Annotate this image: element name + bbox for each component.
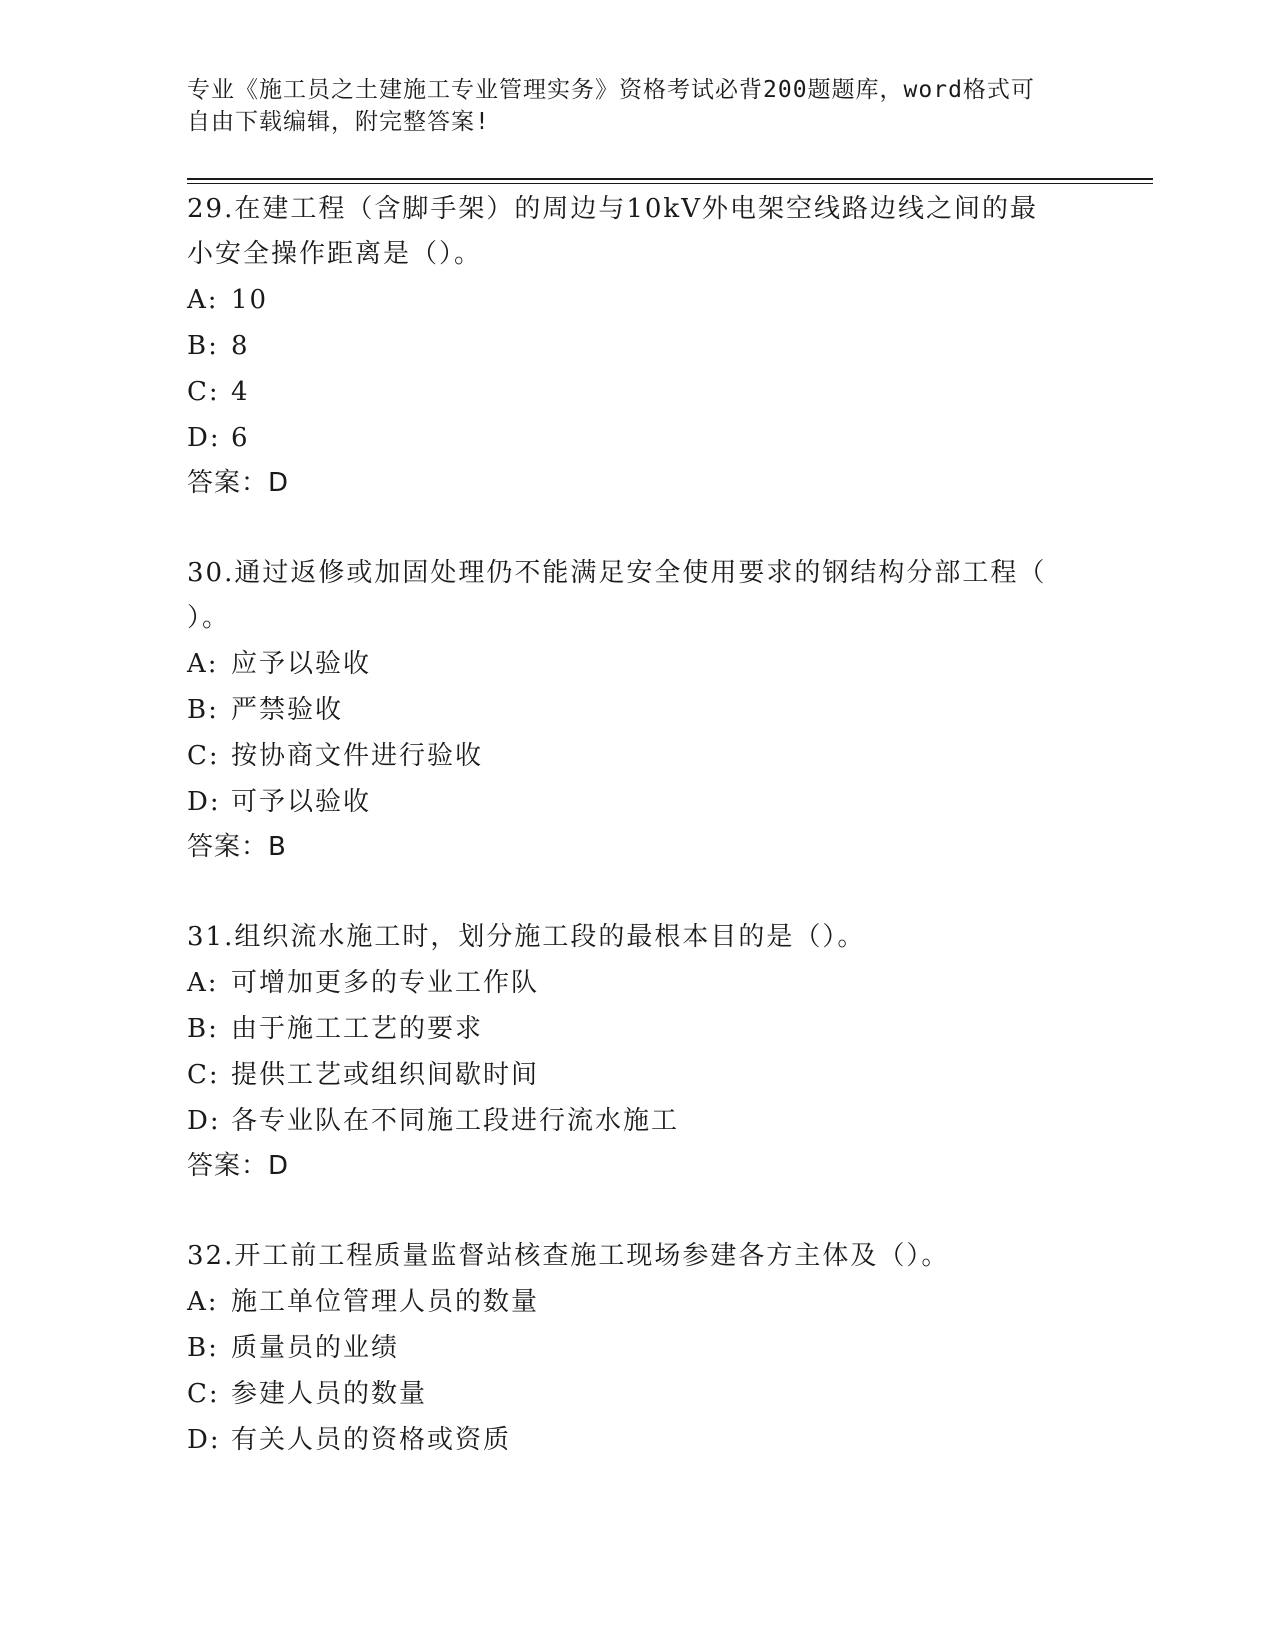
option-text: 10 — [231, 285, 269, 315]
question-30 — [187, 551, 1067, 869]
option-letter: D: — [187, 787, 221, 817]
question-stem-line-1: 29.在建工程（含脚手架）的周边与10kV外电架空线路边线之间的最 — [187, 194, 1038, 224]
header-line-2: 自由下载编辑，附完整答案! — [187, 109, 490, 135]
question-29 — [187, 187, 1067, 505]
option-text: 可增加更多的专业工作队 — [231, 968, 540, 998]
option-text: 由于施工工艺的要求 — [231, 1014, 484, 1044]
option-a — [187, 277, 1067, 323]
option-text: 4 — [231, 377, 250, 407]
option-letter: B: — [187, 1333, 219, 1363]
question-stem-line-2: 小安全操作距离是（）。 — [187, 239, 483, 269]
option-text: 提供工艺或组织间歇时间 — [231, 1060, 540, 1090]
question-stem — [187, 187, 1067, 277]
option-c — [187, 1052, 1067, 1098]
option-b — [187, 1006, 1067, 1052]
option-a — [187, 641, 1067, 687]
option-text: 6 — [231, 423, 250, 453]
option-text: 按协商文件进行验收 — [231, 741, 484, 771]
question-stem — [187, 551, 1067, 641]
option-b — [187, 1325, 1067, 1371]
option-d — [187, 779, 1067, 825]
option-text: 质量员的业绩 — [231, 1333, 400, 1363]
question-stem — [187, 1234, 1067, 1279]
option-letter: C: — [187, 1060, 220, 1090]
question-31 — [187, 915, 1067, 1188]
option-letter: A: — [187, 285, 219, 315]
question-stem-line-1: 30.通过返修或加固处理仍不能满足安全使用要求的钢结构分部工程（ — [187, 558, 1047, 588]
option-letter: A: — [187, 649, 219, 679]
option-text: 有关人员的资格或资质 — [231, 1425, 512, 1455]
header-line-1: 专业《施工员之土建施工专业管理实务》资格考试必背200题题库，word格式可 — [187, 77, 1035, 103]
option-letter: C: — [187, 1379, 220, 1409]
option-text: 严禁验收 — [231, 695, 344, 725]
option-text: 施工单位管理人员的数量 — [231, 1287, 540, 1317]
option-c — [187, 1371, 1067, 1417]
answer-text: 答案：B — [187, 832, 287, 862]
option-letter: C: — [187, 377, 220, 407]
option-text: 可予以验收 — [231, 787, 372, 817]
option-b — [187, 323, 1067, 369]
option-letter: B: — [187, 695, 219, 725]
option-letter: A: — [187, 968, 219, 998]
question-32 — [187, 1234, 1067, 1463]
option-text: 8 — [231, 331, 250, 361]
option-text: 应予以验收 — [231, 649, 372, 679]
option-letter: D: — [187, 1425, 221, 1455]
answer-text: 答案：D — [187, 1151, 290, 1181]
question-stem-line-1: 31.组织流水施工时，划分施工段的最根本目的是（）。 — [187, 922, 866, 952]
answer-text: 答案：D — [187, 468, 290, 498]
header-divider-thin — [187, 183, 1153, 184]
option-letter: D: — [187, 1106, 221, 1136]
option-letter: A: — [187, 1287, 219, 1317]
option-a — [187, 1279, 1067, 1325]
question-stem — [187, 915, 1067, 960]
option-text: 各专业队在不同施工段进行流水施工 — [231, 1106, 680, 1136]
option-c — [187, 369, 1067, 415]
option-d — [187, 1417, 1067, 1463]
document-header — [187, 74, 1067, 138]
option-d — [187, 415, 1067, 461]
option-letter: D: — [187, 423, 221, 453]
question-stem-line-2: ）。 — [187, 603, 231, 633]
option-b — [187, 687, 1067, 733]
question-stem-line-1: 32.开工前工程质量监督站核查施工现场参建各方主体及（）。 — [187, 1241, 950, 1271]
option-letter: C: — [187, 741, 220, 771]
option-text: 参建人员的数量 — [231, 1379, 428, 1409]
header-divider-thick — [187, 178, 1153, 180]
option-letter: B: — [187, 1014, 219, 1044]
option-a — [187, 960, 1067, 1006]
option-letter: B: — [187, 331, 219, 361]
option-d — [187, 1098, 1067, 1144]
option-c — [187, 733, 1067, 779]
